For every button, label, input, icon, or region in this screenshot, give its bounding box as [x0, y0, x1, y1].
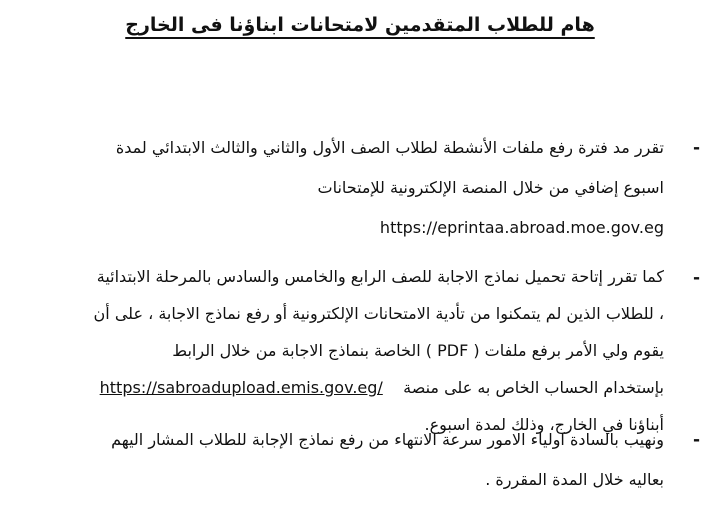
- text-line: [24, 369, 664, 406]
- bullet-marker: -: [692, 268, 700, 288]
- notice-title-text: هام للطلاب المتقدمين لامتحانات ابناؤنا فى الخارج: [125, 14, 595, 36]
- list-item-text: [24, 128, 664, 248]
- text-line: ، للطلاب الذين لم يتمكنوا من تأدية الامتحانات الإلكترونية أو رفع نماذج الاجابة ، على أن: [93, 304, 664, 323]
- bullet-marker: -: [692, 138, 700, 158]
- notice-title: [0, 14, 720, 36]
- list-item: [20, 420, 700, 500]
- text-line: ونهيب بالسادة اولياء الامور سرعة الانتهاء من رفع نماذج الإجابة للطلاب المشار اليهم: [111, 430, 664, 449]
- eprintaa-link[interactable]: https://eprintaa.abroad.moe.gov.eg: [379, 218, 664, 237]
- bullet-marker: -: [692, 430, 700, 450]
- list-item-text: [24, 420, 664, 500]
- text-line: يقوم ولي الأمر برفع ملفات ( PDF ) الخاصة بنماذج الاجابة من خلال الرابط: [172, 341, 664, 360]
- text-line: كما تقرر إتاحة تحميل نماذج الاجابة للصف الرابع والخامس والسادس بالمرحلة الابتدائية: [96, 267, 664, 286]
- text-line: اسبوع إضافي من خلال المنصة الإلكترونية للإمتحانات: [317, 178, 664, 197]
- text-line: أبناؤنا في الخارج، وذلك لمدة اسبوع.: [424, 415, 664, 434]
- text-fragment: بإستخدام الحساب الخاص به على منصة: [403, 378, 664, 397]
- list-item-text: [24, 258, 664, 443]
- list-item: [20, 128, 700, 248]
- sabroadupload-link[interactable]: https://sabroadupload.emis.gov.eg/: [99, 378, 383, 397]
- text-line: تقرر مد فترة رفع ملفات الأنشطة لطلاب الصف الأول والثاني والثالث الابتدائي لمدة: [115, 138, 664, 157]
- text-line: بعاليه خلال المدة المقررة .: [485, 470, 664, 489]
- list-item: [20, 258, 700, 438]
